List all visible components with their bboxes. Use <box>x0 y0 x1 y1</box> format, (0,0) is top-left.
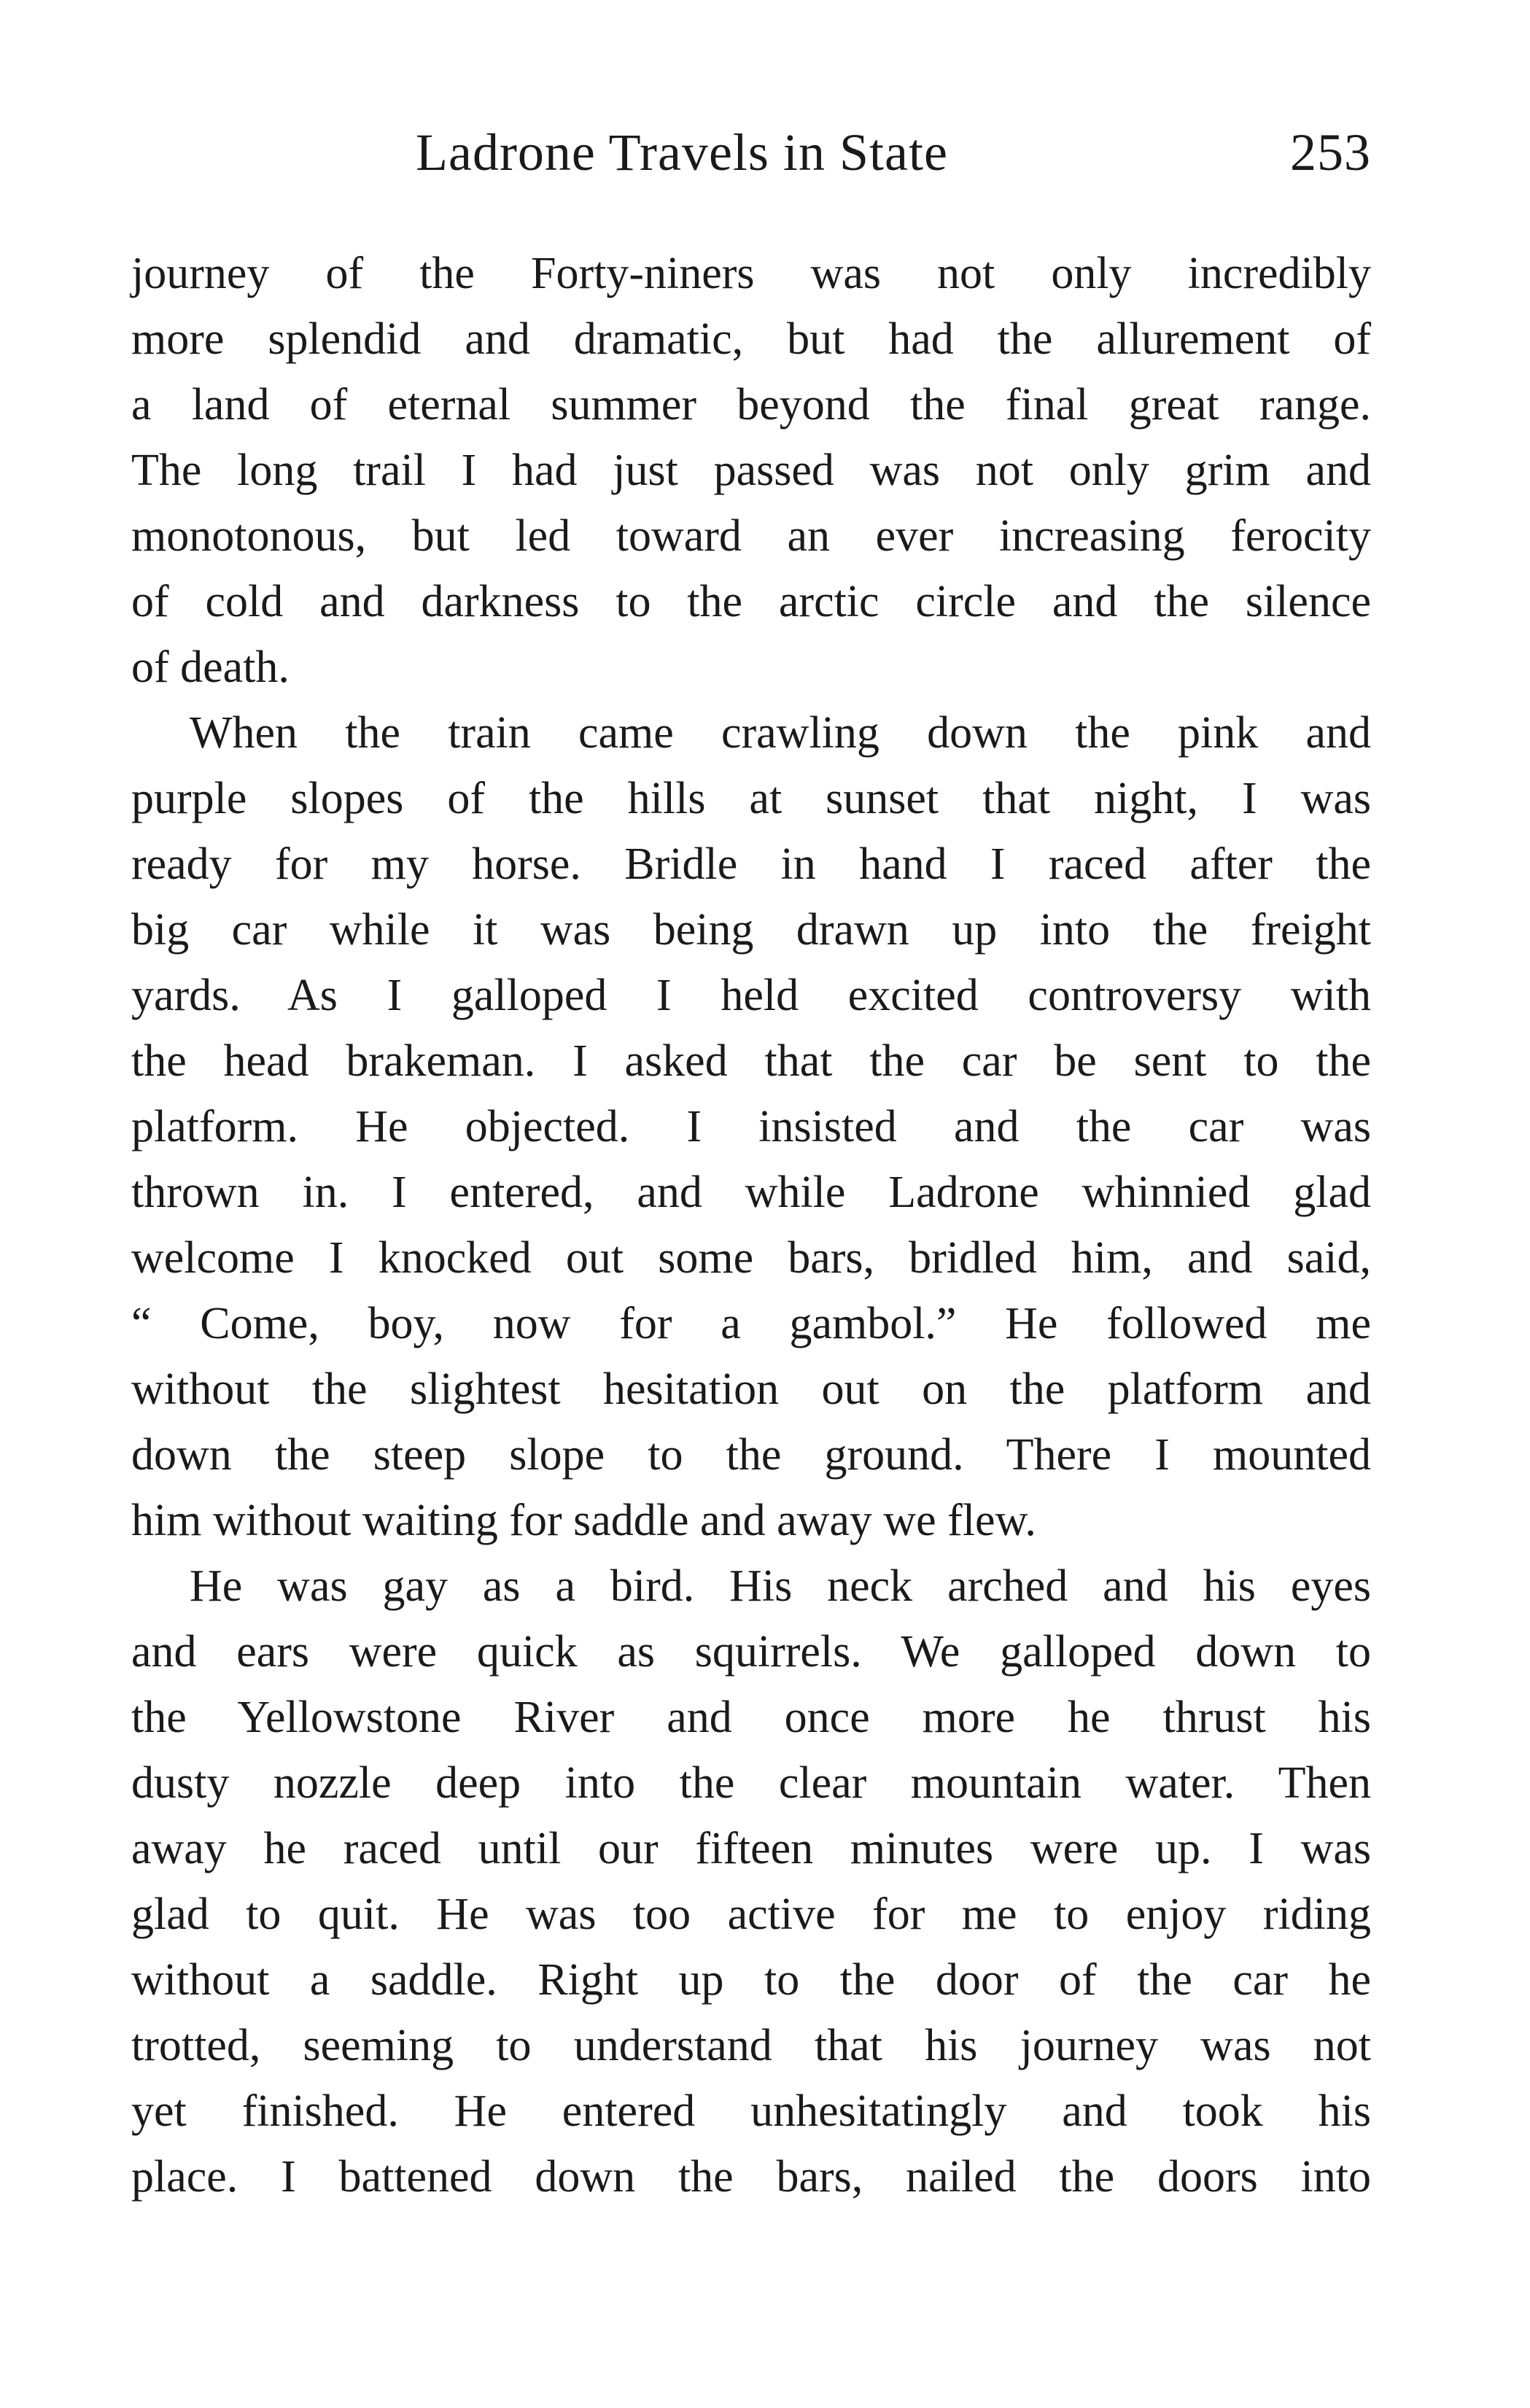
text-line: trotted, seeming to understand that his journey was not <box>131 2021 1371 2070</box>
text-line: him without waiting for saddle and away we flew. <box>131 1496 1036 1545</box>
text-line: of cold and darkness to the arctic circle and the silence <box>131 577 1371 626</box>
text-line: When the train came crawling down the pink and <box>190 708 1371 758</box>
text-line: big car while it was being drawn up into the freight <box>131 905 1371 955</box>
text-line: The long trail I had just passed was not only grim and <box>131 446 1371 495</box>
text-line: monotonous, but led toward an ever increasing ferocity <box>131 511 1371 561</box>
text-line: without the slightest hesitation out on the platform and <box>131 1364 1371 1414</box>
page-number: 253 <box>1290 123 1371 182</box>
text-line: away he raced until our fifteen minutes were up. I was <box>131 1824 1371 1873</box>
text-line: “ Come, boy, now for a gambol.” He followed me <box>131 1299 1371 1348</box>
text-line: platform. He objected. I insisted and the car was <box>131 1102 1371 1151</box>
text-line: ready for my horse. Bridle in hand I raced after the <box>131 839 1371 889</box>
paragraph <box>131 241 1371 700</box>
text-line: welcome I knocked out some bars, bridled him, and said, <box>131 1233 1371 1283</box>
text-line: journey of the Forty-niners was not only incredibly <box>131 249 1371 298</box>
text-line: yet finished. He entered unhesitatingly and took his <box>131 2086 1371 2136</box>
paragraph <box>131 1553 1371 2210</box>
body-text <box>131 241 1371 2210</box>
text-line: He was gay as a bird. His neck arched and his eyes <box>190 1561 1371 1611</box>
text-line: more splendid and dramatic, but had the allurement of <box>131 314 1371 364</box>
text-line: purple slopes of the hills at sunset that night, I was <box>131 774 1371 823</box>
text-line: without a saddle. Right up to the door of the car he <box>131 1955 1371 2005</box>
text-line: down the steep slope to the ground. There I mounted <box>131 1430 1371 1480</box>
running-head <box>131 123 1371 188</box>
text-line: thrown in. I entered, and while Ladrone whinnied glad <box>131 1168 1371 1217</box>
text-line: the head brakeman. I asked that the car be sent to the <box>131 1036 1371 1086</box>
running-title: Ladrone Travels in State <box>416 123 948 182</box>
paragraph <box>131 700 1371 1553</box>
text-line: place. I battened down the bars, nailed the doors into <box>131 2152 1371 2202</box>
text-line: and ears were quick as squirrels. We galloped down to <box>131 1627 1371 1677</box>
text-line: glad to quit. He was too active for me to enjoy riding <box>131 1889 1371 1939</box>
text-line: yards. As I galloped I held excited controversy with <box>131 971 1371 1020</box>
text-line: of death. <box>131 642 290 692</box>
text-line: dusty nozzle deep into the clear mountain water. Then <box>131 1758 1371 1808</box>
text-line: the Yellowstone River and once more he thrust his <box>131 1693 1371 1742</box>
text-line: a land of eternal summer beyond the final great range. <box>131 380 1371 430</box>
